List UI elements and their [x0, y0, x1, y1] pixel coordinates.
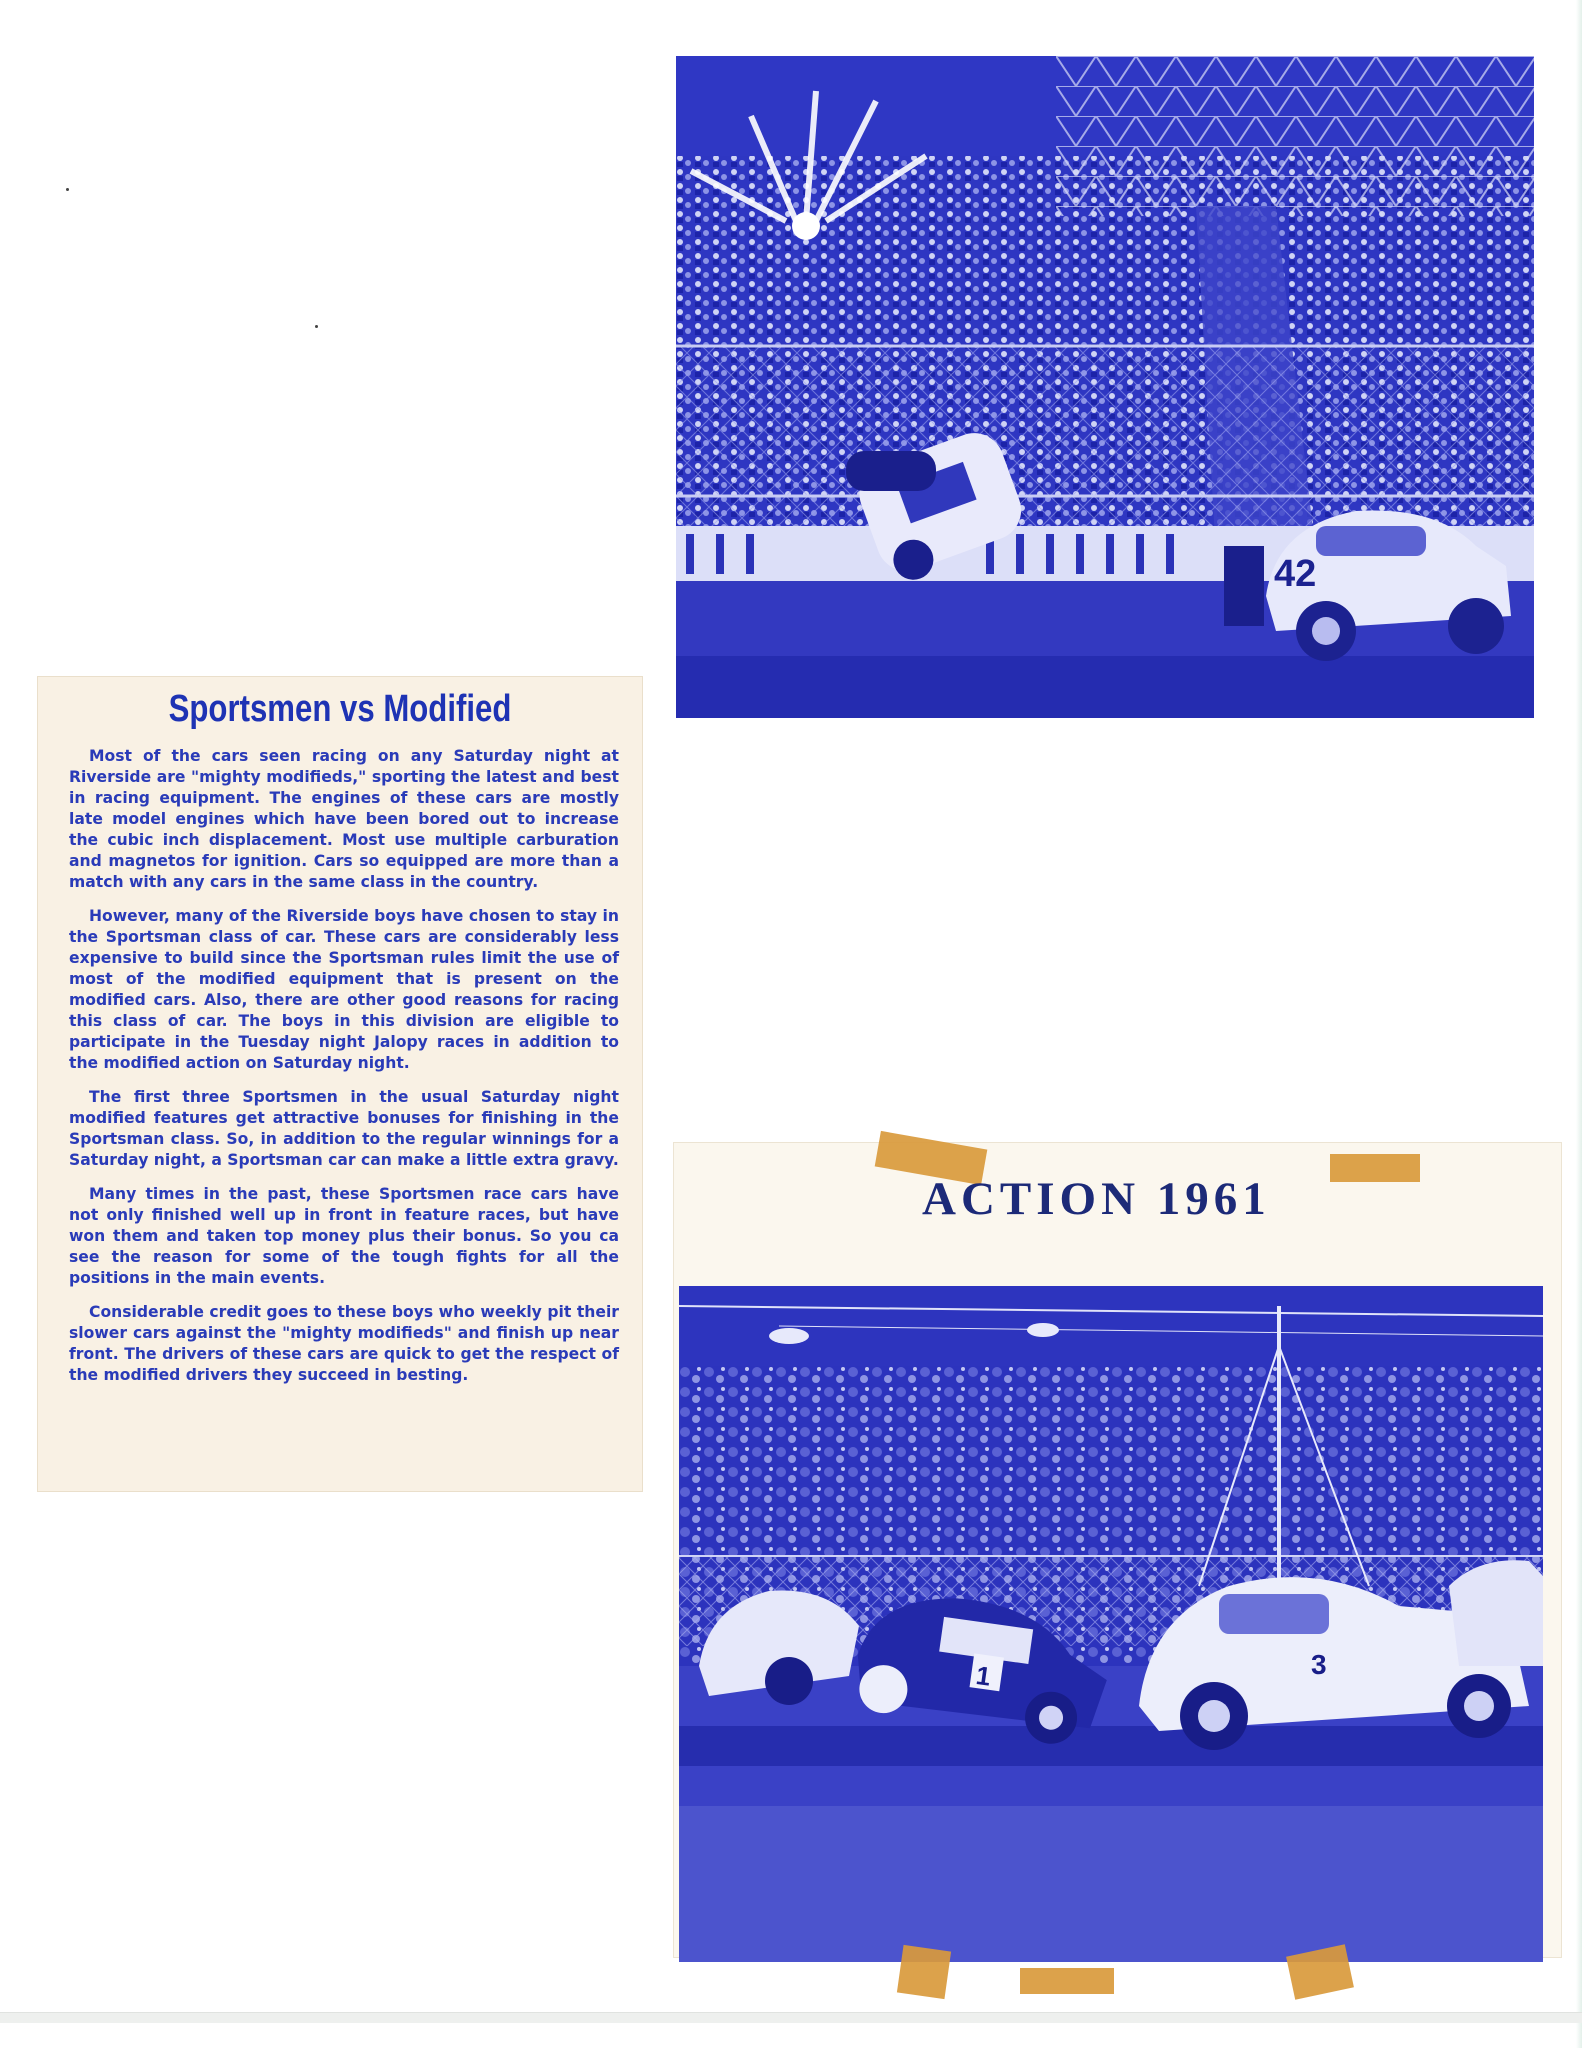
car-number-1: 1 [974, 1660, 993, 1692]
speck [66, 188, 69, 191]
top-race-photo [676, 56, 1534, 718]
car-number-3: 3 [1311, 1649, 1327, 1680]
bottom-race-photo [679, 1286, 1543, 1962]
action-title: ACTION 1961 [922, 1173, 1271, 1225]
article-paragraph: The first three Sportsmen in the usual Saturday night modified features get attractive bonuses for finishing in the Sportsman class. So, in addition to the regular winnings for a Saturday night, a Sportsman car can make a little extra gravy. [69, 1088, 619, 1169]
tape-strip [897, 1945, 951, 1999]
car-number-42: 42 [1274, 553, 1317, 595]
article-body [69, 746, 619, 1399]
article-paragraph: However, many of the Riverside boys have chosen to stay in the Sportsman class of car. These cars are considerably less expensive to build since the Sportsman rules limit the use of most of the modified equipment that is present on the modified cars. Also, there are other good reasons for racing this class of car. The boys in this division are eligible to participate in the Tuesday night Jalopy races in addition to the modified action on Saturday night. [69, 907, 619, 1072]
article-paragraph: Most of the cars seen racing on any Saturday night at Riverside are "mighty modifieds," sporting the latest and best in racing equipment. The engines of these cars are mostly late model engines which have been bored out to increase the cubic inch displacement. Most use multiple carburation and magnetos for ignition. Cars so equipped are more than a match with any cars in the same class in the country. [69, 747, 619, 891]
top-race-photo-image [676, 56, 1534, 718]
article-clipping [37, 676, 643, 1492]
bottom-race-photo-image [679, 1286, 1543, 1962]
article-paragraph: Considerable credit goes to these boys who weekly pit their slower cars against the "mighty modifieds" and finish up near front. The drivers of these cars are quick to get the respect of the modified drivers they succeed in besting. [69, 1303, 619, 1384]
bottom-rule [0, 2012, 1582, 2023]
article-title: Sportsmen vs Modified [168, 688, 512, 730]
tape-strip [1020, 1968, 1114, 1994]
article-paragraph: Many times in the past, these Sportsmen race cars have not only finished well up in front in feature races, but have won them and taken top money plus their bonus. So you ca see the reason for some of the tough fights for all the positions in the main events. [69, 1185, 619, 1287]
speck [315, 325, 318, 328]
page-edge [1576, 0, 1582, 2048]
